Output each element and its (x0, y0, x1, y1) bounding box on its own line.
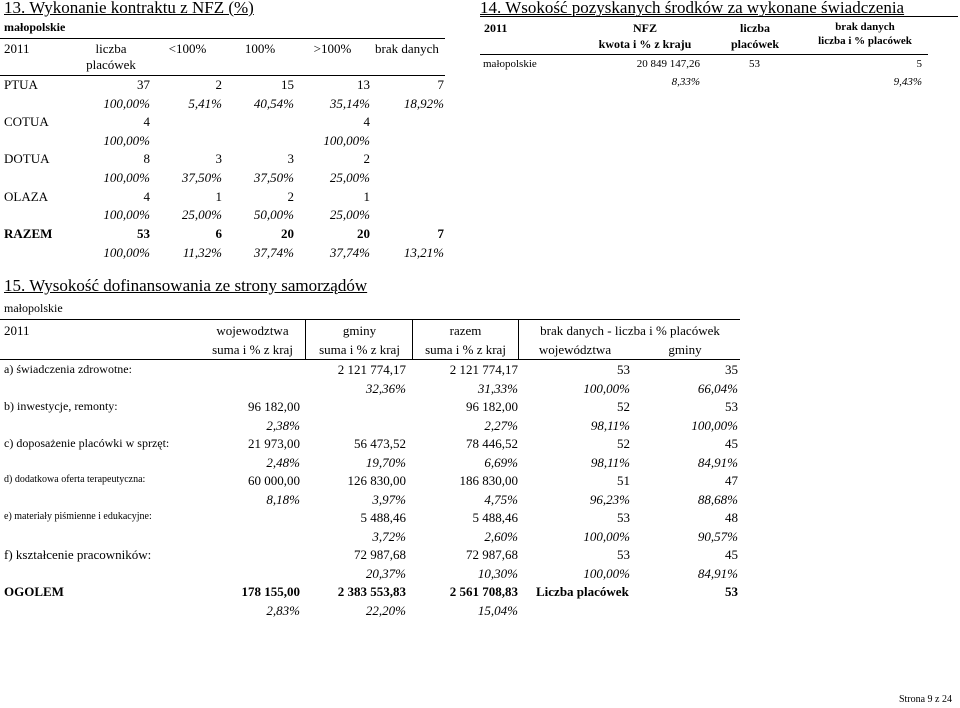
t13-pct: 100,00% (103, 170, 150, 185)
t15-pgm: 3,97% (372, 492, 406, 507)
t13-total-label: RAZEM (4, 226, 53, 241)
t14-missing: 5 (916, 58, 922, 70)
t15-top-rule (0, 319, 740, 320)
t13-cell: 1 (363, 189, 370, 204)
t15-bw: 51 (617, 473, 630, 488)
t15-bg: 48 (725, 510, 738, 525)
t14-header-placowek: placówek (731, 37, 779, 51)
t14-top-rule (480, 16, 958, 17)
t15-row-label: f) kształcenie pracowników: (4, 547, 152, 562)
t15-total-raz: 2 561 708,83 (449, 584, 518, 599)
t13-cell: 2 (363, 151, 370, 166)
t15-praz: 2,60% (484, 529, 518, 544)
t15-bw: 52 (617, 399, 630, 414)
t15-gm: 5 488,46 (360, 510, 406, 525)
t14-amount-pct: 8,33% (671, 76, 700, 88)
t15-region: małopolskie (4, 301, 63, 315)
t13-pct: 100,00% (323, 133, 370, 148)
t15-sub-woj: suma i % z kraj (212, 342, 293, 357)
t13-pct: 50,00% (253, 207, 294, 222)
t13-row-label: COTUA (4, 114, 49, 129)
t15-bw: 53 (617, 510, 630, 525)
t13-cell: 2 (287, 189, 294, 204)
section-13-title: 13. Wykonanie kontraktu z NFZ (%) (4, 0, 254, 17)
t13-cell: 4 (143, 189, 150, 204)
t15-row-label: c) doposażenie placówki w sprzęt: (4, 436, 170, 450)
t13-cell: 15 (281, 77, 294, 92)
t14-year: 2011 (484, 21, 508, 35)
t15-row-label: e) materiały piśmienne i edukacyjne: (4, 511, 152, 522)
t15-total-liczba-label: Liczba placówek (536, 584, 629, 599)
t13-pct: 100,00% (103, 96, 150, 111)
t13-header-brak: brak danych (375, 41, 439, 56)
t15-total-liczba: 53 (725, 584, 738, 599)
t13-cell: 4 (363, 114, 370, 129)
t15-col-rule (518, 320, 519, 360)
t15-pbw: 96,23% (589, 492, 630, 507)
t13-cell: 6 (215, 226, 222, 241)
t15-praz: 6,69% (484, 455, 518, 470)
t14-header-brak: brak danych (835, 21, 895, 33)
t15-sub-gminy2: gminy (668, 342, 702, 357)
t14-count: 53 (749, 58, 760, 70)
t15-pbg: 88,68% (697, 492, 738, 507)
t15-total-gm: 2 383 553,83 (337, 584, 406, 599)
t13-pct: 100,00% (103, 245, 150, 260)
t13-row-label: DOTUA (4, 151, 50, 166)
t15-bw: 53 (617, 547, 630, 562)
t13-pct: 25,00% (329, 170, 370, 185)
t15-pgm: 19,70% (365, 455, 406, 470)
t13-year: 2011 (4, 41, 30, 56)
t15-pgm: 20,37% (365, 566, 406, 581)
t15-pbg: 90,57% (697, 529, 738, 544)
t15-pwoj: 2,48% (266, 455, 300, 470)
t13-pct: 37,50% (253, 170, 294, 185)
t15-total-woj: 178 155,00 (241, 584, 300, 599)
t13-pct: 35,14% (329, 96, 370, 111)
t14-amount: 20 849 147,26 (636, 58, 700, 70)
t13-pct: 25,00% (181, 207, 222, 222)
t13-pct: 11,32% (182, 245, 222, 260)
t15-pbg: 66,04% (697, 381, 738, 396)
t15-pbw: 98,11% (590, 418, 630, 433)
t15-header-woj: wojewodztwa (216, 323, 289, 338)
t13-cell: 37 (137, 77, 150, 92)
t15-row-label: b) inwestycje, remonty: (4, 399, 118, 413)
t13-pct: 40,54% (253, 96, 294, 111)
t15-bg: 53 (725, 399, 738, 414)
t13-cell: 3 (287, 151, 294, 166)
t15-gm: 126 830,00 (347, 473, 406, 488)
t15-pwoj: 8,18% (266, 492, 300, 507)
t13-cell: 1 (215, 189, 222, 204)
t13-pct: 100,00% (103, 207, 150, 222)
t15-praz: 10,30% (477, 566, 518, 581)
t13-cell: 20 (357, 226, 370, 241)
t15-sub-razem: suma i % z kraj (425, 342, 506, 357)
t15-total-pwoj: 2,83% (266, 603, 300, 618)
t15-total-praz: 15,04% (477, 603, 518, 618)
t13-cell: 7 (437, 226, 444, 241)
t15-bg: 45 (725, 547, 738, 562)
t13-cell: 7 (437, 77, 444, 92)
t13-pct: 5,41% (188, 96, 222, 111)
t15-praz: 31,33% (477, 381, 518, 396)
t15-bg: 47 (725, 473, 738, 488)
t15-gm: 56 473,52 (354, 436, 406, 451)
t13-region: małopolskie (4, 20, 66, 34)
t15-pbw: 100,00% (583, 566, 630, 581)
t13-top-rule (0, 38, 445, 39)
t15-bw: 52 (617, 436, 630, 451)
t15-pbg: 100,00% (691, 418, 738, 433)
t15-praz: 4,75% (484, 492, 518, 507)
t13-cell: 2 (215, 77, 222, 92)
t15-pbg: 84,91% (697, 566, 738, 581)
t14-header-brak-sub: liczba i % placówek (818, 35, 912, 47)
t14-row-label: małopolskie (483, 58, 537, 70)
t13-row-label: OLAZA (4, 189, 49, 204)
t15-bw: 53 (617, 362, 630, 377)
t15-sub-gminy: suma i % z kraj (319, 342, 400, 357)
t13-cell: 53 (137, 226, 150, 241)
t14-header-kwota: kwota i % z kraju (598, 37, 692, 51)
t13-pct: 18,92% (403, 96, 444, 111)
t15-bg: 45 (725, 436, 738, 451)
t15-header-brak: brak danych - liczba i % placówek (540, 323, 720, 338)
t13-cell: 3 (215, 151, 222, 166)
t15-woj: 60 000,00 (248, 473, 300, 488)
t15-total-label: OGOLEM (4, 584, 64, 599)
section-15-title: 15. Wysokość dofinansowania ze strony samorządów (4, 276, 368, 295)
t15-praz: 2,27% (484, 418, 518, 433)
t15-sub-wojewodztwa: województwa (538, 342, 612, 357)
t13-pct: 13,21% (403, 245, 444, 260)
t15-header-razem: razem (449, 323, 482, 338)
t15-pgm: 32,36% (365, 381, 406, 396)
t15-col-rule (305, 320, 306, 360)
t15-raz: 2 121 774,17 (449, 362, 518, 377)
t15-pbw: 100,00% (583, 381, 630, 396)
t15-gm: 2 121 774,17 (337, 362, 406, 377)
t14-header-rule (480, 54, 928, 55)
t15-pgm: 3,72% (372, 529, 406, 544)
t15-header-gminy: gminy (342, 323, 377, 338)
t15-raz: 186 830,00 (459, 473, 518, 488)
t13-pct: 100,00% (103, 133, 150, 148)
t13-pct: 37,50% (181, 170, 222, 185)
t14-header-nfz: NFZ (633, 21, 657, 35)
t13-cell: 13 (357, 77, 370, 92)
t15-woj: 96 182,00 (248, 399, 300, 414)
t13-row-label: PTUA (4, 77, 38, 92)
t15-pwoj: 2,38% (266, 418, 300, 433)
t13-header-liczba: liczba (95, 41, 127, 56)
t14-missing-pct: 9,43% (893, 76, 922, 88)
t13-pct: 25,00% (329, 207, 370, 222)
t13-header-100: 100% (244, 41, 276, 56)
t13-header-gt100: >100% (313, 41, 352, 56)
t15-row-label: a) świadczenia zdrowotne: (4, 362, 132, 376)
t13-pct: 37,74% (329, 245, 370, 260)
t15-woj: 21 973,00 (248, 436, 300, 451)
t15-bg: 35 (725, 362, 738, 377)
t15-raz: 5 488,46 (472, 510, 518, 525)
t15-pbg: 84,91% (697, 455, 738, 470)
t15-row-label: d) dodatkowa oferta terapeutyczna: (4, 474, 146, 485)
t13-header-placowek: placówek (86, 57, 136, 72)
section-14-title: 14. Wsokość pozyskanych środków za wykonane świadczenia (480, 0, 905, 17)
t13-cell: 20 (281, 226, 294, 241)
t15-raz: 72 987,68 (466, 547, 518, 562)
t13-cell: 8 (143, 151, 150, 166)
page-number: Strona 9 z 24 (898, 694, 952, 705)
t15-year: 2011 (4, 323, 30, 338)
t13-cell: 4 (143, 114, 150, 129)
t13-header-lt100: <100% (168, 41, 207, 56)
t15-gm: 72 987,68 (354, 547, 406, 562)
t15-total-pgm: 22,20% (365, 603, 406, 618)
t15-col-rule (412, 320, 413, 360)
t15-header-rule (0, 359, 740, 360)
t13-header-rule (0, 75, 445, 76)
t15-raz: 78 446,52 (466, 436, 518, 451)
t14-header-liczba: liczba (740, 21, 770, 35)
t15-raz: 96 182,00 (466, 399, 518, 414)
t15-pbw: 100,00% (583, 529, 630, 544)
t13-pct: 37,74% (253, 245, 294, 260)
t15-pbw: 98,11% (590, 455, 630, 470)
